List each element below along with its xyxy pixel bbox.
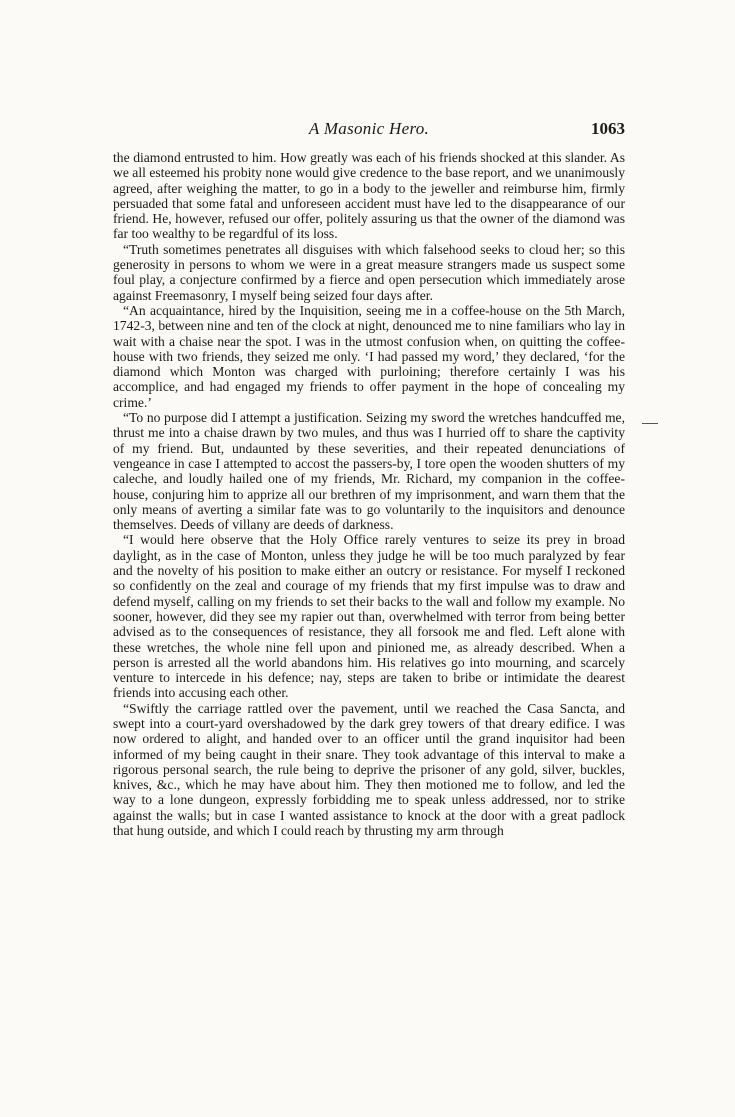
paragraph-holy-office: “I would here observe that the Holy Office rarely ventures to seize its prey in broad daylight, as in the case of Monton, unless they judge he will be too much paralyzed by fear and the novelty of his position to make either an outcry or resistance. For myself I reckoned so confidently on the zeal and courage of my friends that my first impulse was to draw and defend myself, calling on my friends to set their backs to the wall and follow my example. No sooner, however, did they see my rapier out than, overwhelmed with terror from being better advised as to the consequences of resistance, they all forsook me and fled. Left alone with these wretches, the whole nine fell upon and pinioned me, as already described. When a person is arrested all the world abandons him. His relatives go into mourning, and scarcely venture to intercede in his defence; nay, steps are taken to bribe or intimidate the dearest friends into accusing each other. [113,532,625,701]
paragraph-continuation: the diamond entrusted to him. How greatly was each of his friends shocked at this slander. As we all esteemed his probity none would give credence to the base report, and we unanimously agreed, after weighing the matter, to go in a body to the jeweller and reimburse him, firmly persuaded that some fatal and unforeseen accident must have led to the disappearance of our friend. He, however, refused our offer, politely assuring us that the owner of the diamond was far too wealthy to be regardful of its loss. [113,150,625,242]
paragraph-truth-penetrates: “Truth sometimes penetrates all disguises with which falsehood seeks to cloud her; so this generosity in persons to whom we were in a great measure strangers made us suspect some foul play, a conjecture confirmed by a fierce and open persecution which immediately arose against Freemasonry, I myself being seized four days after. [113,241,625,303]
margin-dash-mark [642,423,658,424]
paragraph-casa-sancta: “Swiftly the carriage rattled over the pavement, until we reached the Casa Sancta, and swept into a court-yard overshadowed by the dark grey towers of that dreary edifice. I was now ordered to alight, and handed over to an officer until the grand inquisitor had been informed of my being caught in their snare. They took advantage of this interval to make a rigorous personal search, the rule being to deprive the prisoner of any gold, silver, buckles, knives, &c., which he may have about him. They then motioned me to follow, and led the way to a lone dungeon, expressly forbidding me to speak unless addressed, nor to strike against the walls; but in case I wanted assistance to knock at the door with a great padlock that hung outside, and which I could reach by thrusting my arm through [113,700,625,839]
page-number: 1063 [591,119,625,138]
running-title: A Masonic Hero. [308,119,430,138]
paragraph-acquaintance-inquisition: “An acquaintance, hired by the Inquisition, seeing me in a coffee-house on the 5th March, 1742-3, between nine and ten of the clock at night, denounced me to nine familiars who lay in wait with a chaise near the spot. I was in the utmost confusion when, on quitting the coffee-house with two friends, they seized me only. ‘I had passed my word,’ they declared, ‘for the diamond which Monton was charged with purloining; therefore certainly I was his accomplice, and had engaged my friends to offer payment in the hope of concealing my crime.’ [113,302,625,410]
paragraph-justification-attempt: “To no purpose did I attempt a justification. Seizing my sword the wretches handcuffed me, thrust me into a chaise drawn by two mules, and thus was I hurried off to share the captivity of my friend. But, undaunted by these severities, and their repeated denunciations of vengeance in case I attempted to accost the passers-by, I tore open the wooden shutters of my caleche, and loudly hailed one of my friends, Mr. Richard, my companion in the coffee-house, conjuring him to apprize all our brethren of my imprisonment, and warn them that the only means of averting a similar fate was to go voluntarily to the inquisitors and denounce themselves. Deeds of villany are deeds of darkness. [113,410,625,533]
body-text [113,150,625,838]
running-head [113,119,625,141]
